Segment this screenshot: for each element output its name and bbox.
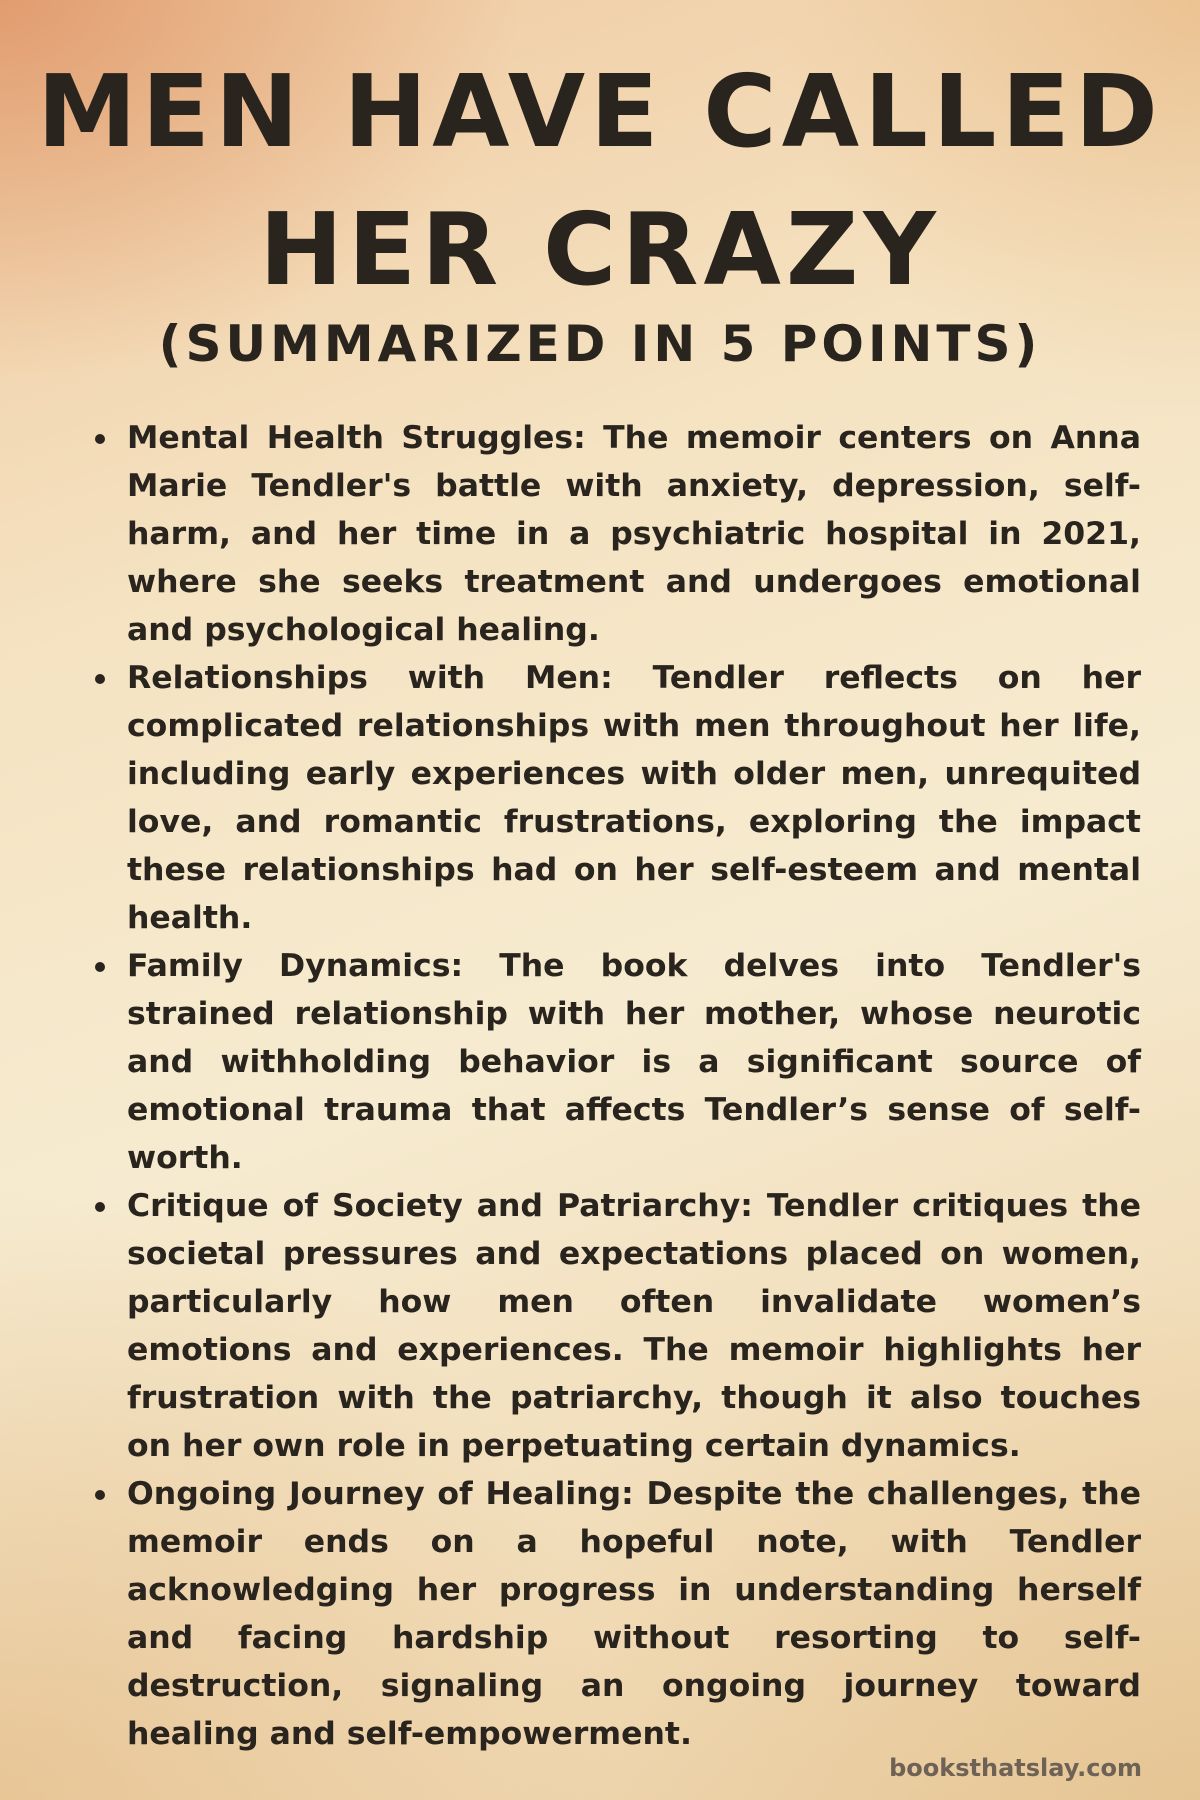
summary-point-text: Critique of Society and Patriarchy: Tendler critiques the societal pressures and expectations placed on women, particularly how men often invalidate women’s emotions and experiences. The memoir highlights her frustration with the patriarchy, though it also touches on her own role in perpetuating certain dynamics.: [127, 1188, 1141, 1464]
bullet-icon: [95, 1490, 105, 1500]
site-watermark: booksthatslay.com: [889, 1754, 1142, 1782]
summary-point-text: Relationships with Men: Tendler reflects on her complicated relationships with men throughout her life, including early experiences with older men, unrequited love, and romantic frustrations, exploring the impact these relationships had on her self-esteem and mental health.: [127, 660, 1141, 936]
summary-point-text: Mental Health Struggles: The memoir centers on Anna Marie Tendler's battle with anxiety, depression, self-harm, and her time in a psychiatric hospital in 2021, where she seeks treatment and undergoes emotional and psychological healing.: [127, 420, 1141, 648]
page-subtitle: (SUMMARIZED IN 5 POINTS): [158, 315, 1042, 373]
bullet-icon: [95, 674, 105, 684]
bullet-icon: [95, 962, 105, 972]
page-title-line-2: HER CRAZY: [259, 191, 941, 308]
summary-point-mental-health: [95, 414, 1141, 654]
page-title-line-1: MEN HAVE CALLED: [37, 53, 1163, 170]
bullet-icon: [95, 1202, 105, 1212]
summary-points-list: [95, 414, 1141, 1758]
summary-point-society: [95, 1182, 1141, 1470]
bullet-icon: [95, 434, 105, 444]
summary-point-healing: [95, 1470, 1141, 1758]
summary-point-relationships: [95, 654, 1141, 942]
summary-point-family: [95, 942, 1141, 1182]
summary-point-text: Ongoing Journey of Healing: Despite the challenges, the memoir ends on a hopeful note, with Tendler acknowledging her progress in understanding herself and facing hardship without resorting to self-destruction, signaling an ongoing journey toward healing and self-empowerment.: [127, 1476, 1141, 1752]
summary-point-text: Family Dynamics: The book delves into Tendler's strained relationship with her mother, whose neurotic and withholding behavior is a significant source of emotional trauma that affects Tendler’s sense of self-worth.: [127, 948, 1141, 1176]
